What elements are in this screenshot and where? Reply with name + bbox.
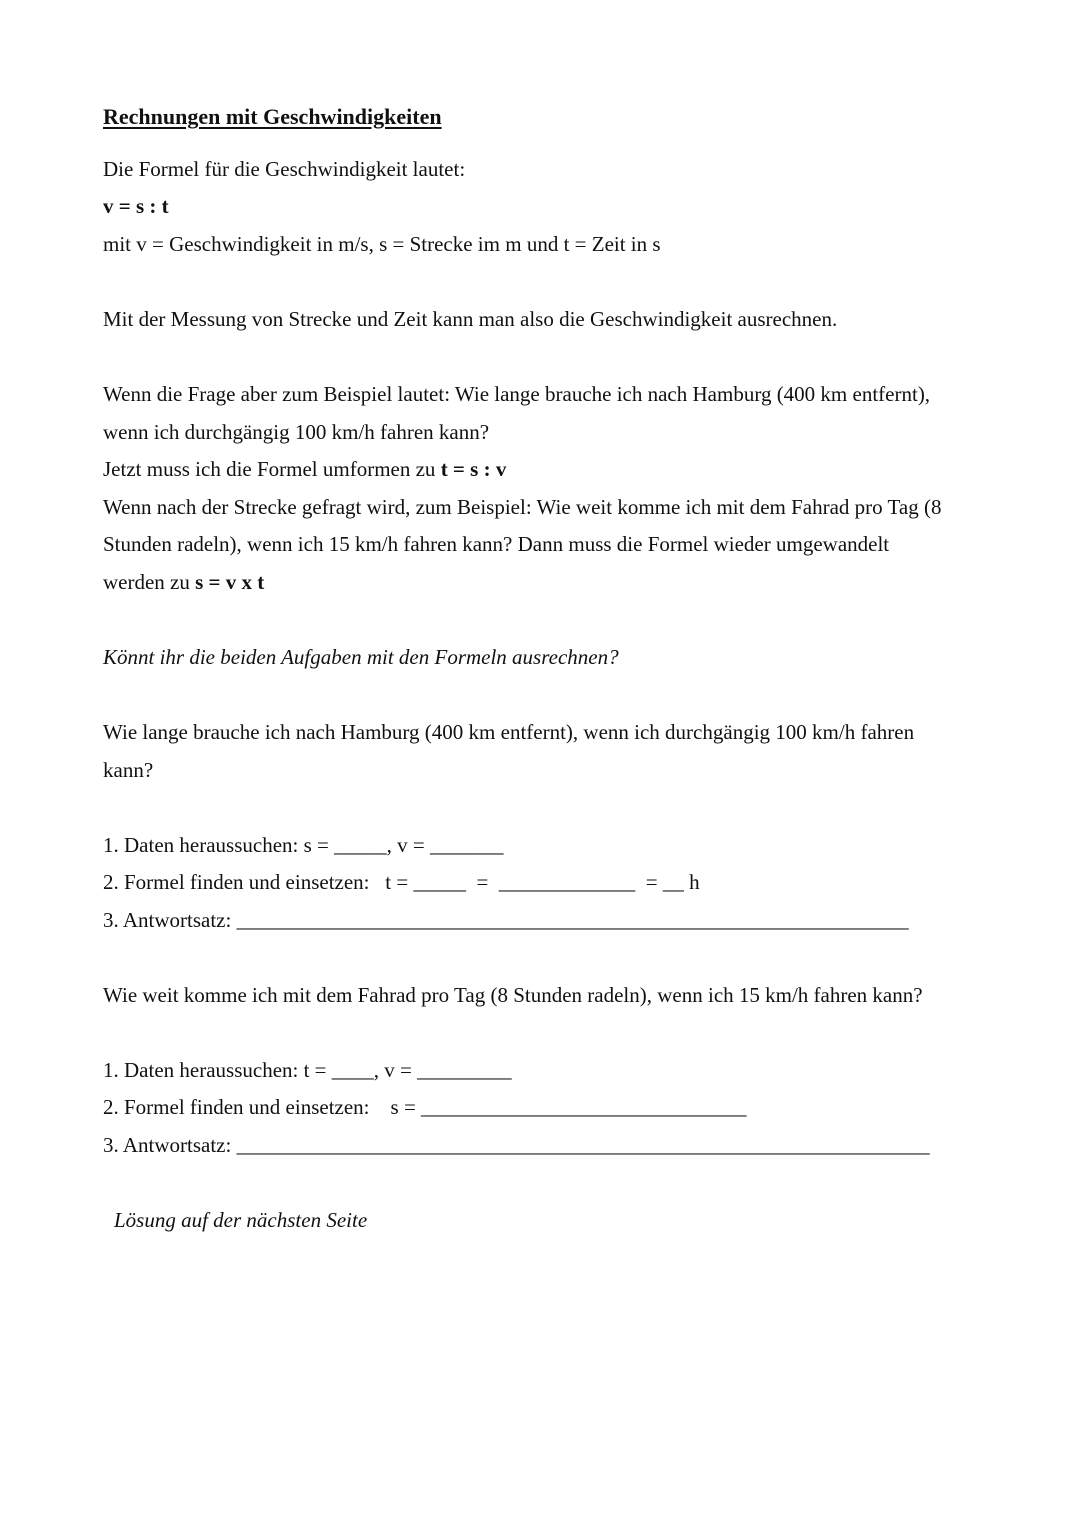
task2-step1: 1. Daten heraussuchen: t = ____, v = _________ (103, 1058, 512, 1082)
distance-text-line1: Wenn nach der Strecke gefragt wird, zum Beispiel: Wie weit komme ich mit dem Fahrad pro Tag (8 (103, 495, 942, 519)
page-title: Rechnungen mit Geschwindigkeiten (103, 104, 442, 129)
task1-step3: 3. Antwortsatz: ________________________________________________________________ (103, 908, 909, 932)
distance-formula: s = v x t (195, 570, 265, 594)
task2-step3: 3. Antwortsatz: __________________________________________________________________ (103, 1133, 930, 1157)
task1-question-line2: kann? (103, 758, 154, 782)
task1-question-line1: Wie lange brauche ich nach Hamburg (400 km entfernt), wenn ich durchgängig 100 km/h fahren (103, 720, 915, 744)
distance-prefix: werden zu (103, 570, 196, 594)
task-prompt: Könnt ihr die beiden Aufgaben mit den Formeln ausrechnen? (103, 645, 619, 669)
task1-step2: 2. Formel finden und einsetzen: t = _____ = _____________ = __ h (103, 870, 700, 894)
variables-definition: mit v = Geschwindigkeit in m/s, s = Strecke im m und t = Zeit in s (103, 232, 661, 256)
example-text-line2: wenn ich durchgängig 100 km/h fahren kann? (103, 420, 490, 444)
rearrange-prefix: Jetzt muss ich die Formel umformen zu (103, 457, 441, 481)
measurement-text: Mit der Messung von Strecke und Zeit kann man also die Geschwindigkeit ausrechnen. (103, 307, 838, 331)
solution-note: Lösung auf der nächsten Seite (114, 1208, 368, 1232)
formula-intro: Die Formel für die Geschwindigkeit lautet: (103, 157, 466, 181)
distance-text-line3 (103, 568, 264, 596)
task2-step2: 2. Formel finden und einsetzen: s = _______________________________ (103, 1095, 747, 1119)
example-text-line1: Wenn die Frage aber zum Beispiel lautet: Wie lange brauche ich nach Hamburg (400 km entfernt), (103, 382, 931, 406)
task1-step1: 1. Daten heraussuchen: s = _____, v = _______ (103, 833, 504, 857)
rearrange-text (103, 455, 506, 483)
distance-text-line2: Stunden radeln), wenn ich 15 km/h fahren kann? Dann muss die Formel wieder umgewandelt (103, 532, 890, 556)
speed-formula: v = s : t (103, 194, 169, 218)
time-formula: t = s : v (440, 457, 507, 481)
task2-question: Wie weit komme ich mit dem Fahrad pro Tag (8 Stunden radeln), wenn ich 15 km/h fahren kann? (103, 983, 923, 1007)
